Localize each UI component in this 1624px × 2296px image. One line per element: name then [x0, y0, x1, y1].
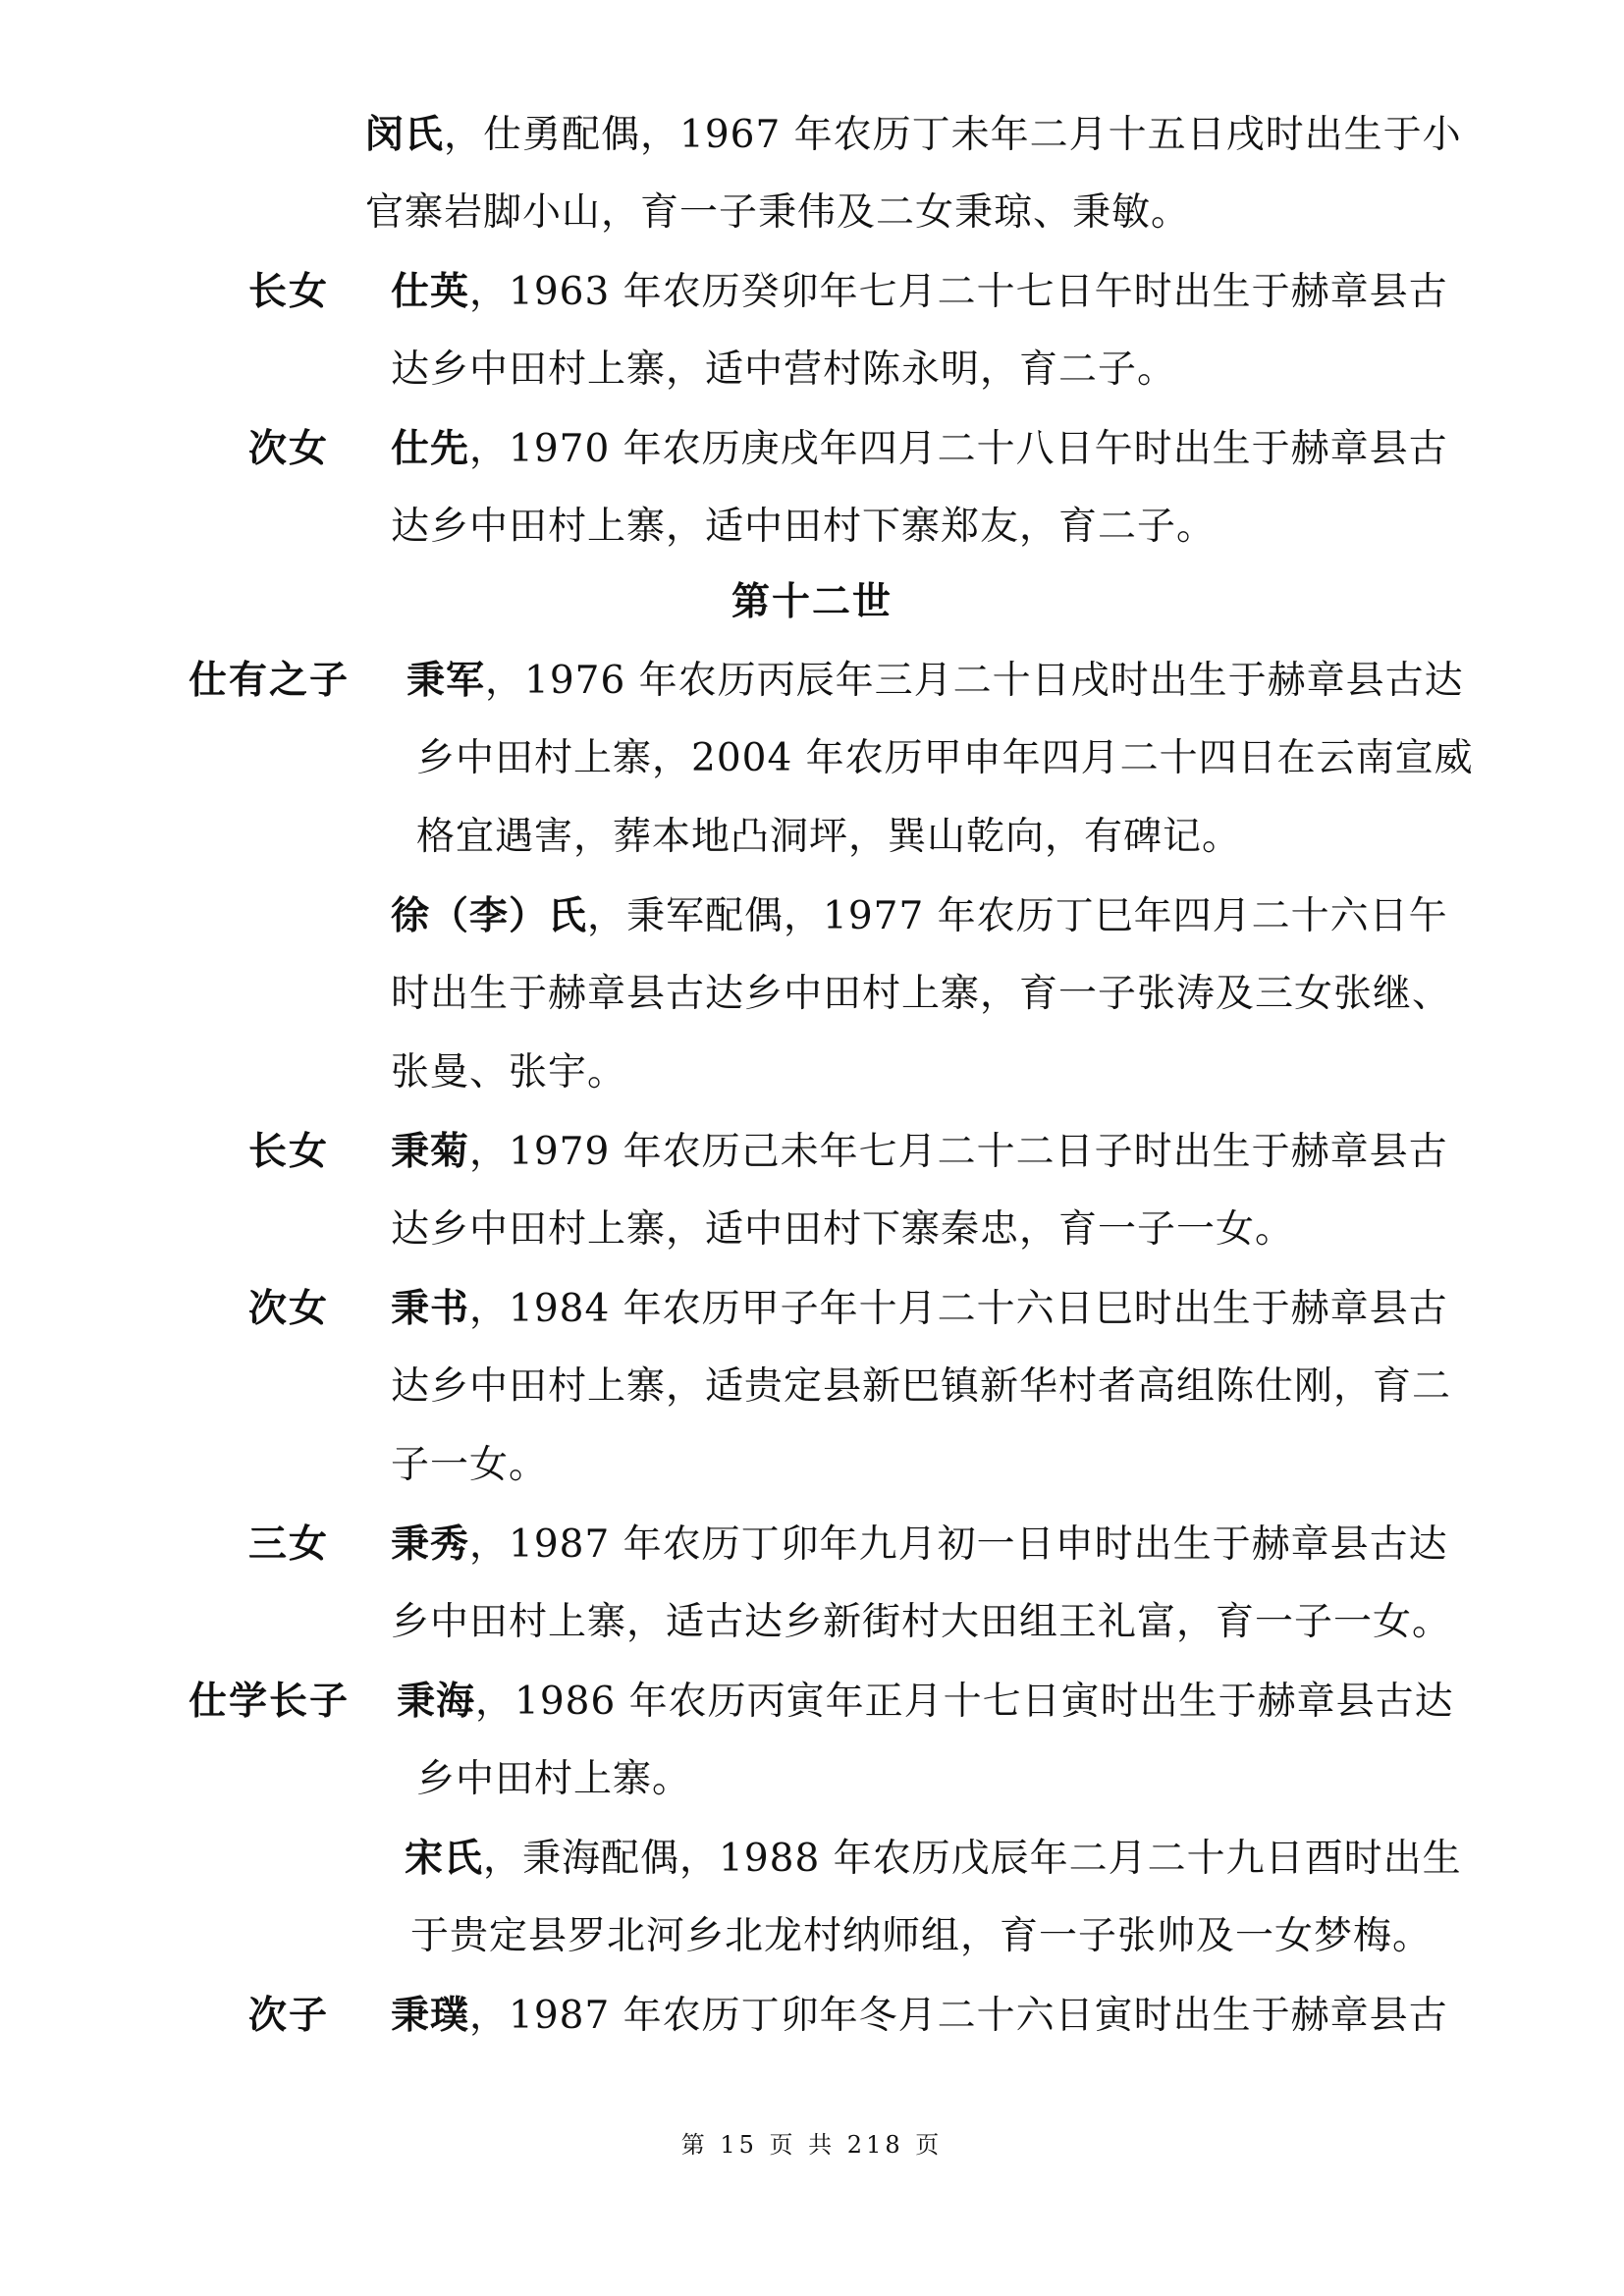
entry-text: 达乡中田村上寨，适中田村下寨秦忠，育一子一女。: [391, 1207, 1295, 1252]
entry-line: [391, 346, 1176, 395]
person-name: 秉菊: [391, 1129, 470, 1174]
entry-text: ，1987 年农历丁卯年九月初一日申时出生于赫章县古达: [469, 1522, 1448, 1567]
person-name: 仕先: [391, 426, 470, 471]
entry-text: ，1970 年农历庚戌年四月二十八日午时出生于赫章县古: [469, 427, 1448, 471]
entry-line: [405, 1834, 1462, 1884]
entry-line: [365, 110, 1462, 160]
entry-line: [391, 503, 1216, 552]
person-name: 仕英: [391, 269, 470, 314]
relation-label: 次女: [248, 426, 330, 471]
person-name: 秉军: [406, 658, 486, 703]
entry-text: 格宜遇害，葬本地凸洞坪，巽山乾向，有碑记。: [416, 815, 1242, 859]
relation-label: 次子: [248, 1993, 330, 2038]
relation-label: 长女: [248, 1129, 330, 1174]
person-name: 徐（李）氏: [391, 893, 588, 938]
entry-line: [416, 1755, 691, 1804]
entry-text: 乡中田村上寨。: [416, 1757, 692, 1801]
entry-line: [410, 1912, 1432, 1961]
entry-line: [391, 1362, 1451, 1412]
entry-line: [391, 267, 1448, 317]
entry-line: [397, 1677, 1454, 1727]
entry-line: [391, 1205, 1294, 1255]
entry-line: [391, 1048, 626, 1097]
entry-text: ，1987 年农历丁卯年冬月二十六日寅时出生于赫章县古: [469, 1994, 1448, 2038]
entry-line: [391, 1441, 548, 1490]
entry-line: [391, 970, 1451, 1019]
page-number-footer: 第 15 页 共 218 页: [680, 2131, 944, 2159]
person-name: 秉海: [397, 1679, 476, 1724]
entry-text: ，1984 年农历甲子年十月二十六日巳时出生于赫章县古: [469, 1287, 1448, 1331]
relation-label: 次女: [248, 1286, 330, 1331]
person-name: 秉秀: [391, 1522, 470, 1567]
entry-line: [406, 656, 1464, 706]
entry-text: 达乡中田村上寨，适贵定县新巴镇新华村者高组陈仕刚，育二: [391, 1364, 1452, 1409]
entry-text: ，仕勇配偶，1967 年农历丁未年二月十五日戌时出生于小: [444, 113, 1462, 157]
entry-line: [391, 1991, 1448, 2041]
entry-text: 官寨岩脚小山，育一子秉伟及二女秉琼、秉敏。: [365, 190, 1191, 235]
person-name: 秉书: [391, 1286, 470, 1331]
entry-line: [416, 734, 1474, 783]
relation-label: 仕有之子: [189, 658, 351, 703]
entry-text: ，1979 年农历己未年七月二十二日子时出生于赫章县古: [469, 1130, 1448, 1174]
entry-text: 乡中田村上寨，2004 年农历甲申年四月二十四日在云南宣威: [416, 736, 1474, 780]
person-name: 闵氏: [365, 112, 445, 157]
entry-text: ，秉海配偶，1988 年农历戊辰年二月二十九日酉时出生: [483, 1837, 1462, 1881]
entry-line: [365, 188, 1190, 238]
entry-line: [391, 1127, 1448, 1177]
entry-text: 时出生于赫章县古达乡中田村上寨，育一子张涛及三女张继、: [391, 972, 1452, 1016]
entry-text: 乡中田村上寨，适古达乡新街村大田组王礼富，育一子一女。: [391, 1600, 1452, 1644]
entry-line: [391, 1598, 1451, 1647]
person-name: 秉璞: [391, 1993, 470, 2038]
entry-text: ，1976 年农历丙辰年三月二十日戌时出生于赫章县古达: [485, 659, 1464, 703]
relation-label: 长女: [248, 269, 330, 314]
entry-line: [391, 891, 1448, 941]
entry-text: ，1986 年农历丙寅年正月十七日寅时出生于赫章县古达: [475, 1680, 1454, 1724]
entry-text: 子一女。: [391, 1443, 549, 1487]
entry-line: [416, 813, 1241, 862]
relation-label: 三女: [248, 1522, 330, 1567]
entry-text: 于贵定县罗北河乡北龙村纳师组，育一子张帅及一女梦梅。: [410, 1914, 1433, 1958]
entry-text: 张曼、张宇。: [391, 1050, 627, 1095]
person-name: 宋氏: [405, 1836, 484, 1881]
entry-line: [391, 1520, 1448, 1570]
entry-text: ，秉军配偶，1977 年农历丁巳年四月二十六日午: [587, 894, 1448, 938]
entry-line: [391, 424, 1448, 474]
entry-line: [391, 1284, 1448, 1334]
entry-text: 达乡中田村上寨，适中田村下寨郑友，育二子。: [391, 505, 1217, 549]
entry-text: 达乡中田村上寨，适中营村陈永明，育二子。: [391, 347, 1177, 392]
section-heading: 第十二世: [731, 579, 893, 624]
relation-label: 仕学长子: [189, 1679, 351, 1724]
entry-text: ，1963 年农历癸卯年七月二十七日午时出生于赫章县古: [469, 270, 1448, 314]
